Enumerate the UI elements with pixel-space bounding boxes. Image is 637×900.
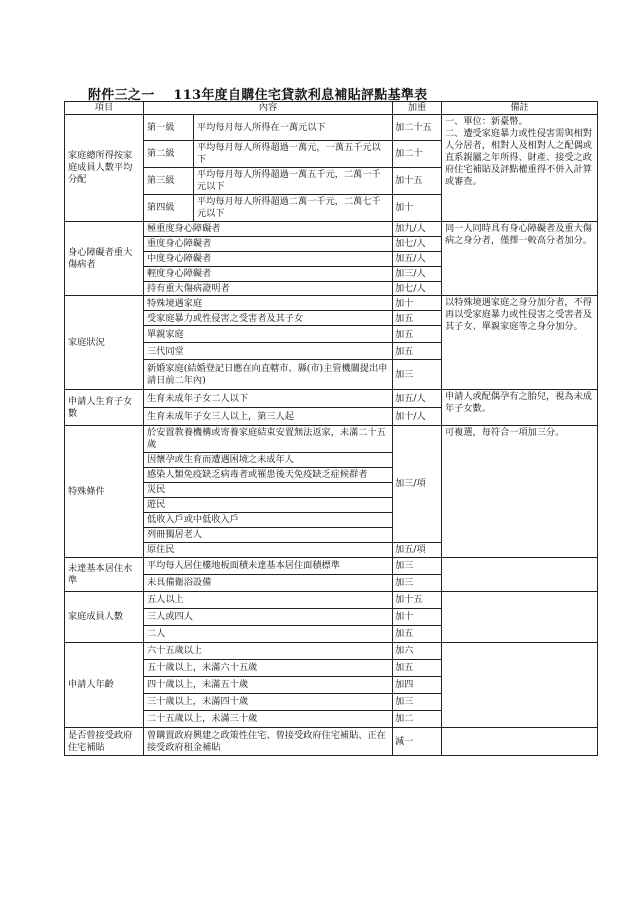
section-age: 申請人年齡 bbox=[65, 643, 144, 728]
points-cell: 減一 bbox=[393, 728, 442, 756]
section-children: 申請人生育子女數 bbox=[65, 390, 144, 426]
desc-cell: 三十歲以上，未滿四十歲 bbox=[144, 694, 393, 711]
points-cell: 加五 bbox=[393, 343, 442, 360]
note-empty bbox=[442, 643, 598, 728]
points-cell: 加六 bbox=[393, 643, 442, 660]
section-prior-subsidy: 是否曾接受政府住宅補貼 bbox=[65, 728, 144, 756]
section-special: 特殊條件 bbox=[65, 426, 144, 558]
note-disability: 同一人同時具有身心障礙者及重大傷病之身分者，僅擇一較高分者加分。 bbox=[442, 221, 598, 296]
header-item: 項目 bbox=[65, 102, 144, 115]
header-row bbox=[65, 102, 598, 115]
desc-cell: 因懷孕或生育而遭遇困境之未成年人 bbox=[144, 453, 393, 468]
desc-cell: 三人或四人 bbox=[144, 609, 393, 626]
desc-cell: 三代同堂 bbox=[144, 343, 393, 360]
desc-cell: 感染人類免疫缺乏病毒者或罹患後天免疫缺乏症候群者 bbox=[144, 468, 393, 483]
note-children: 申請人或配偶孕有之胎兒，視為未成年子女數。 bbox=[442, 390, 598, 426]
points-cell: 加十 bbox=[393, 194, 442, 221]
table-title: 113年度自購住宅貸款利息補貼評點基準表 bbox=[173, 88, 428, 103]
desc-cell: 中度身心障礙者 bbox=[144, 251, 393, 266]
level-cell: 第四級 bbox=[144, 194, 194, 221]
points-cell: 加二 bbox=[393, 711, 442, 728]
desc-cell: 原住民 bbox=[144, 543, 393, 558]
points-cell: 加七/人 bbox=[393, 281, 442, 296]
desc-cell: 於安置教養機構或寄養家庭結束安置無法返家，未滿二十五歲 bbox=[144, 426, 393, 453]
table-row bbox=[65, 728, 598, 756]
note-line: 二、遭受家庭暴力或性侵害需與相對人分居者，相對人及相對人之配偶或直系親屬之年所得、財產、接受之政府住宅補貼及評點權重得不併入計算或審查。 bbox=[445, 127, 592, 187]
desc-cell: 四十歲以上，未滿五十歲 bbox=[144, 677, 393, 694]
table-row bbox=[65, 221, 598, 236]
desc-cell: 六十五歲以上 bbox=[144, 643, 393, 660]
table-row bbox=[65, 643, 598, 660]
desc-cell: 二十五歲以上，未滿三十歲 bbox=[144, 711, 393, 728]
table-row bbox=[65, 558, 598, 575]
attachment-label: 附件三之一 bbox=[88, 88, 155, 103]
desc-cell: 新婚家庭(結婚登記日應在向直轄市、縣(市)主管機關提出申請日前二年內) bbox=[144, 360, 393, 390]
note-household-income bbox=[442, 115, 598, 222]
desc-cell: 持有重大傷病證明者 bbox=[144, 281, 393, 296]
points-cell: 加三 bbox=[393, 575, 442, 592]
desc-cell: 平均每人居住樓地板面積未達基本居住面積標準 bbox=[144, 558, 393, 575]
desc-cell: 五十歲以上，未滿六十五歲 bbox=[144, 660, 393, 677]
points-cell: 加三 bbox=[393, 558, 442, 575]
section-household-income: 家庭總所得按家庭成員人數平均分配 bbox=[65, 115, 144, 222]
desc-cell: 低收入戶或中低收入戶 bbox=[144, 513, 393, 528]
desc-cell: 單親家庭 bbox=[144, 326, 393, 343]
points-cell: 加十五 bbox=[393, 167, 442, 194]
points-cell: 加十 bbox=[393, 609, 442, 626]
points-cell: 加三/項 bbox=[393, 426, 442, 543]
table-row bbox=[65, 390, 598, 408]
points-cell: 加三 bbox=[393, 694, 442, 711]
header-notes: 備註 bbox=[442, 102, 598, 115]
note-empty bbox=[442, 592, 598, 643]
table-row bbox=[65, 592, 598, 609]
points-cell: 加三 bbox=[393, 360, 442, 390]
section-family-status: 家庭狀況 bbox=[65, 296, 144, 390]
desc-cell: 受家庭暴力或性侵害之受害者及其子女 bbox=[144, 311, 393, 326]
note-family-status: 以特殊境遇家庭之身分加分者，不得再以受家庭暴力或性侵害之受害者及其子女、單親家庭等之身分加分。 bbox=[442, 296, 598, 390]
table-row bbox=[65, 296, 598, 311]
section-housing: 未達基本居住水準 bbox=[65, 558, 144, 592]
points-cell: 加十/人 bbox=[393, 408, 442, 426]
points-cell: 加四 bbox=[393, 677, 442, 694]
level-cell: 第一級 bbox=[144, 115, 194, 141]
desc-cell: 極重度身心障礙者 bbox=[144, 221, 393, 236]
desc-cell: 災民 bbox=[144, 483, 393, 498]
desc-cell: 平均每月每人所得超過二萬一千元，二萬七千元以下 bbox=[194, 194, 393, 221]
table-row bbox=[65, 115, 598, 141]
header-points: 加重 bbox=[393, 102, 442, 115]
desc-cell: 遊民 bbox=[144, 498, 393, 513]
note-empty bbox=[442, 558, 598, 592]
desc-cell: 重度身心障礙者 bbox=[144, 236, 393, 251]
points-cell: 加五/人 bbox=[393, 251, 442, 266]
desc-cell: 五人以上 bbox=[144, 592, 393, 609]
desc-cell: 平均每月每人所得超過一萬元，一萬五千元以下 bbox=[194, 141, 393, 168]
points-cell: 加三/人 bbox=[393, 266, 442, 281]
points-cell: 加九/人 bbox=[393, 221, 442, 236]
points-cell: 加七/人 bbox=[393, 236, 442, 251]
desc-cell: 生育未成年子女三人以上，第三人起 bbox=[144, 408, 393, 426]
section-members: 家庭成員人數 bbox=[65, 592, 144, 643]
points-cell: 加五/人 bbox=[393, 390, 442, 408]
desc-cell: 生育未成年子女二人以下 bbox=[144, 390, 393, 408]
desc-cell: 平均每月每人所得超過一萬五千元，二萬一千元以下 bbox=[194, 167, 393, 194]
header-content: 內容 bbox=[144, 102, 393, 115]
points-cell: 加二十五 bbox=[393, 115, 442, 141]
table-row bbox=[65, 426, 598, 453]
points-cell: 加五 bbox=[393, 660, 442, 677]
desc-cell: 輕度身心障礙者 bbox=[144, 266, 393, 281]
desc-cell: 曾購置政府興建之政策性住宅、曾接受政府住宅補貼、正在接受政府租金補貼 bbox=[144, 728, 393, 756]
note-special: 可複選，每符合一項加三分。 bbox=[442, 426, 598, 558]
note-empty bbox=[442, 728, 598, 756]
points-cell: 加二十 bbox=[393, 141, 442, 168]
note-line: 一、單位：新臺幣。 bbox=[445, 116, 528, 127]
level-cell: 第三級 bbox=[144, 167, 194, 194]
desc-cell: 二人 bbox=[144, 626, 393, 643]
desc-cell: 列冊獨居老人 bbox=[144, 528, 393, 543]
desc-cell: 特殊境遇家庭 bbox=[144, 296, 393, 311]
points-cell: 加十五 bbox=[393, 592, 442, 609]
points-cell: 加五/項 bbox=[393, 543, 442, 558]
points-cell: 加五 bbox=[393, 626, 442, 643]
scoring-table bbox=[64, 101, 598, 756]
desc-cell: 未具備衛浴設備 bbox=[144, 575, 393, 592]
section-disability: 身心障礙者重大傷病者 bbox=[65, 221, 144, 296]
points-cell: 加十 bbox=[393, 296, 442, 311]
desc-cell: 平均每月每人所得在一萬元以下 bbox=[194, 115, 393, 141]
points-cell: 加五 bbox=[393, 311, 442, 326]
points-cell: 加五 bbox=[393, 326, 442, 343]
level-cell: 第二級 bbox=[144, 141, 194, 168]
